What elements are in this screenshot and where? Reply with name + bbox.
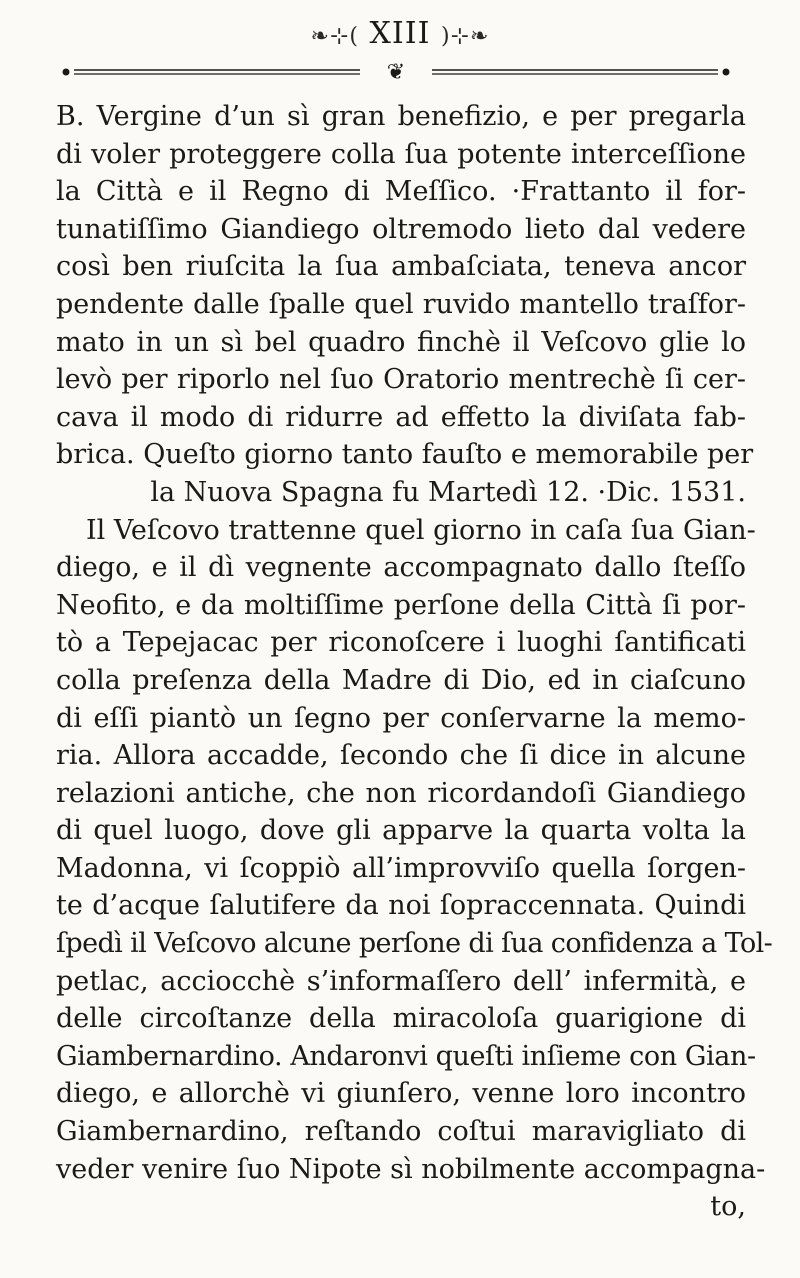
text-line: di eſſi piantò un ſegno per conſervarne la memo- — [56, 702, 746, 734]
text-line: mato in un sì bel quadro finchè il Veſcovo glie lo — [56, 326, 746, 358]
text-line: cava il modo di ridurre ad effetto la diviſata fab- — [56, 401, 746, 433]
page-header — [0, 14, 800, 57]
text-line: pendente dalle ſpalle quel ruvido mantello traſfor- — [56, 288, 746, 320]
text-line: ſpedì il Veſcovo alcune perſone di ſua confidenza a Tol- — [56, 928, 773, 960]
rule-left-dot — [63, 69, 70, 76]
text-line: ria. Allora accadde, ſecondo che ſi dice in alcune — [56, 740, 746, 772]
text-line: B. Vergine d’un sì gran benefizio, e per pregarla — [56, 101, 746, 132]
right-ornament-icon: )⊹❧ — [441, 24, 490, 49]
text-line: te d’acque ſalutifere da noi ſopraccennata. Quindi — [56, 890, 746, 922]
text-line: petlac, acciocchè s’informaſſero dell’ infermità, e — [56, 965, 746, 997]
page-number: XIII — [369, 16, 431, 51]
text-line: diego, e allorchè vi giunſero, venne loro incontro — [56, 1078, 746, 1110]
text-line: tunatiſſimo Giandiego oltremodo lieto dal vedere — [56, 213, 746, 245]
text-line: la Nuova Spagna fu Martedì 12. ·Dic. 1531. — [150, 476, 746, 508]
rule-center-ornament-icon: ❦ — [386, 62, 406, 82]
text-line: così ben riuſcita la ſua ambaſciata, teneva ancor — [56, 251, 746, 283]
text-line: levò per riporlo nel ſuo Oratorio mentrechè ſi cer- — [56, 364, 746, 396]
text-line: la Città e il Regno di Meſſico. ·Frattanto il for- — [56, 176, 746, 208]
text-line: di voler proteggere colla ſua potente interceſſione — [56, 138, 746, 170]
text-line: colla preſenza della Madre di Dio, ed in ciaſcuno — [56, 664, 746, 696]
text-line: delle circoſtanze della miracoloſa guarigione di — [56, 1003, 746, 1035]
text-line: relazioni antiche, che non ricordandoſi Giandiego — [56, 777, 746, 809]
text-line: brica. Queſto giorno tanto fauſto e memorabile per — [56, 439, 754, 471]
text-line: tò a Tepejacac per riconoſcere i luoghi ſantificati — [56, 627, 746, 659]
text-line: Giambernardino. Andaronvi queſti inſieme con Gian- — [56, 1040, 756, 1072]
text-line: di quel luogo, dove gli apparve la quarta volta la — [56, 815, 746, 847]
text-line: veder venire ſuo Nipote sì nobilmente accompagna- — [56, 1153, 766, 1185]
left-ornament-icon: ❧⊹( — [310, 24, 359, 49]
text-line: Neofito, e da moltiſſime perſone della Città ſi por- — [56, 589, 746, 621]
text-line: Il Veſcovo trattenne quel giorno in caſa ſua Gian- — [86, 514, 756, 546]
text-line: to, — [710, 1191, 746, 1223]
rule-right-dot — [723, 69, 730, 76]
text-line: Giambernardino, reſtando coſtui maravigliato di — [56, 1116, 746, 1148]
header-rule — [60, 62, 732, 82]
text-line: Madonna, vi ſcoppiò all’improvviſo quella ſorgen- — [56, 852, 746, 884]
body-text — [56, 98, 773, 1226]
text-line: diego, e il dì vegnente accompagnato dallo ſteſſo — [56, 552, 746, 584]
